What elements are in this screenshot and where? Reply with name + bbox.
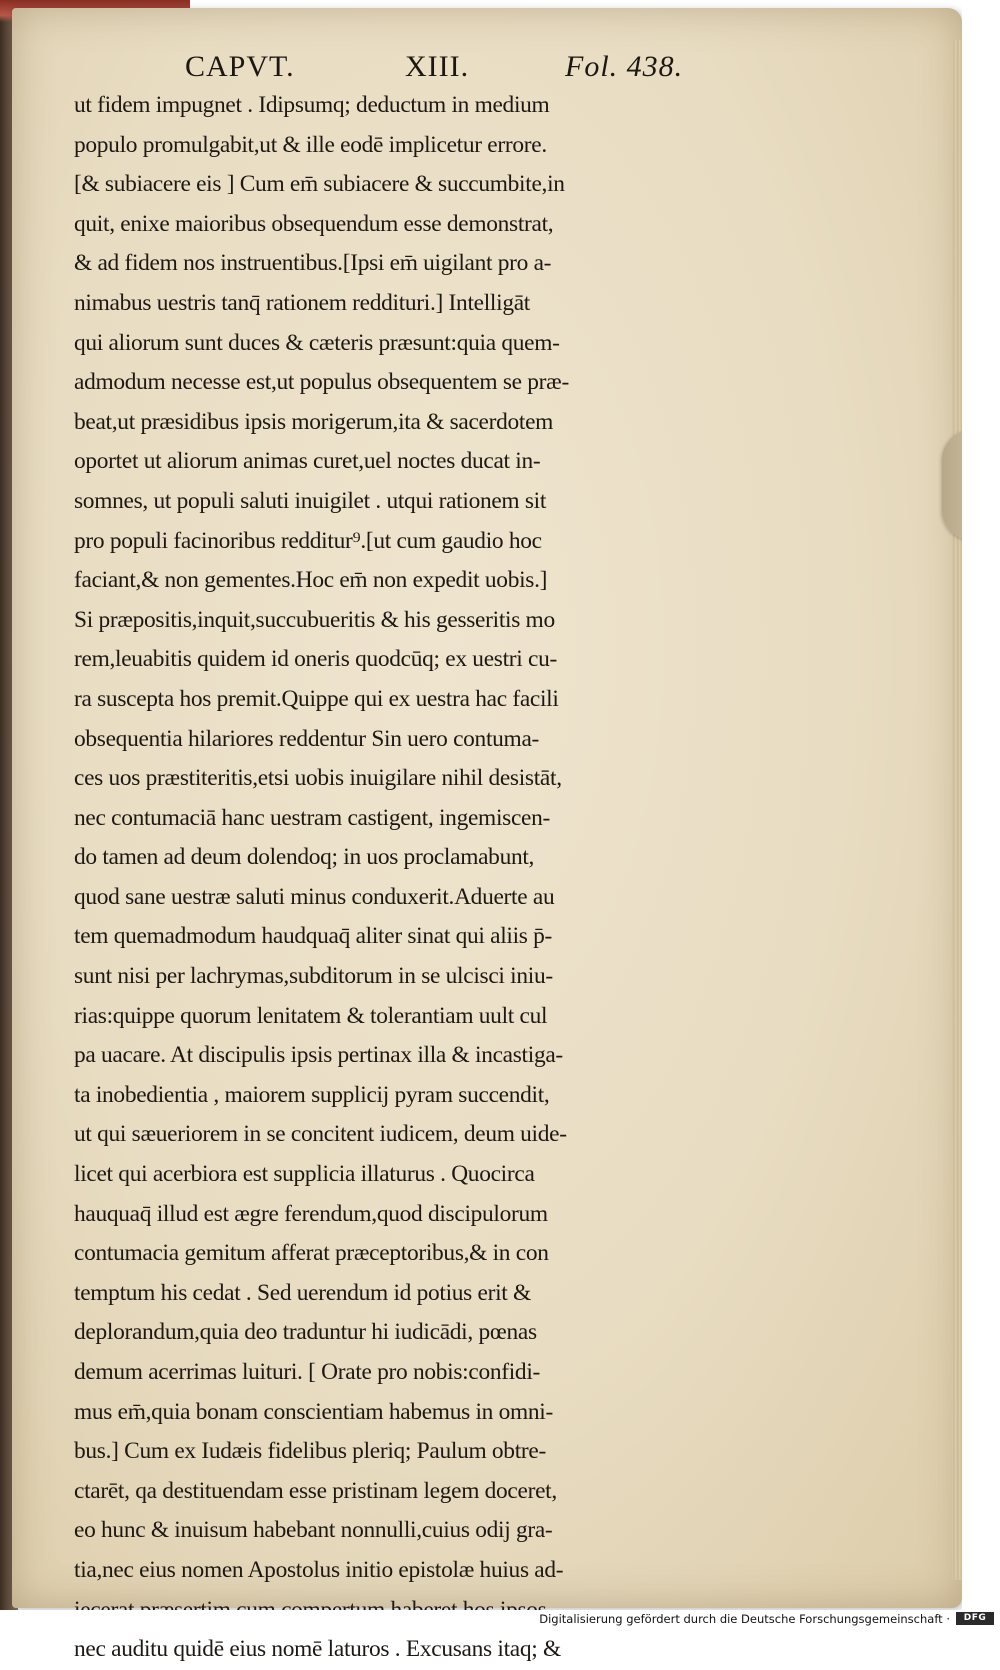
- text-line: quit, enixe maioribus obsequendum esse demonstrat,: [74, 210, 554, 237]
- header-folio: Fol. 438.: [565, 50, 684, 83]
- text-line: ut fidem impugnet . Idipsumq; deductum in medium: [74, 92, 550, 118]
- text-line: rias:quippe quorum lenitatem & tolerantiam uult cul: [74, 1002, 548, 1029]
- header-chapter-number: XIII.: [405, 50, 470, 83]
- text-line: mus em̄,quia bonam conscientiam habemus in omni-: [74, 1398, 553, 1425]
- body-text: [74, 86, 764, 1670]
- digitization-footer: [0, 1610, 1000, 1628]
- text-line: Si præpositis,inquit,succubueritis & his gesseritis mo: [74, 606, 555, 633]
- text-line: sunt nisi per lachrymas,subditorum in se ulcisci iniu-: [74, 963, 553, 990]
- text-line: contumacia gemitum afferat præceptoribus,& in con: [74, 1240, 549, 1267]
- text-line: populo promulgabit,ut & ille eodē implicetur errore.: [74, 131, 547, 158]
- text-line: ces uos præstiteritis,etsi uobis inuigilare nihil desistāt,: [74, 765, 562, 792]
- text-line: faciant,& non gementes.Hoc em̄ non expedit uobis.]: [74, 567, 548, 594]
- text-line: quod sane uestræ saluti minus conduxerit.Aduerte au: [74, 883, 555, 910]
- text-line: ra suscepta hos premit.Quippe qui ex uestra hac facili: [74, 685, 559, 712]
- text-line: licet qui acerbiora est supplicia illaturus . Quocirca: [74, 1161, 535, 1188]
- footer-credit: Digitalisierung gefördert durch die Deutsche Forschungsgemeinschaft ·: [539, 1612, 950, 1626]
- text-line: demum acerrimas luituri. [ Orate pro nobis:confidi-: [74, 1359, 541, 1385]
- text-line: ctarēt, qa destituendam esse pristinam legem doceret,: [74, 1477, 557, 1504]
- header-chapter: CAPVT.: [185, 50, 295, 83]
- text-line: ta inobedientia , maiorem supplicij pyram succendit,: [74, 1081, 550, 1108]
- text-line: somnes, ut populi saluti inuigilet . utqui rationem sit: [74, 487, 547, 514]
- text-line: pro populi facinoribus redditur⁹.[ut cum gaudio hoc: [74, 527, 542, 554]
- text-line: rem,leuabitis quidem id oneris quodcūq; ex uestri cu-: [74, 646, 557, 673]
- text-line: pa uacare. At discipulis ipsis pertinax illa & incastiga-: [74, 1042, 563, 1069]
- text-line: tem quemadmodum haudquaq̄ aliter sinat qui aliis p̄-: [74, 923, 553, 950]
- text-line: nec auditu quidē eius nomē laturos . Excusans itaq; &: [74, 1636, 561, 1663]
- text-line: temptum his cedat . Sed uerendum id potius erit &: [74, 1279, 531, 1306]
- text-line: hauquaq̄ illud est ægre ferendum,quod discipulorum: [74, 1200, 548, 1227]
- text-line: & ad fidem nos instruentibus.[Ipsi em̄ uigilant pro a-: [74, 250, 552, 277]
- right-margin-strip: [962, 0, 1000, 1610]
- text-line: [& subiacere eis ] Cum em̄ subiacere & succumbite,in: [74, 171, 565, 198]
- text-line: ut qui sæueriorem in se concitent iudicem, deum uide-: [74, 1121, 567, 1148]
- running-header: [185, 50, 705, 90]
- text-line: beat,ut præsidibus ipsis morigerum,ita & sacerdotem: [74, 408, 554, 435]
- text-line: qui aliorum sunt duces & cæteris præsunt:quia quem-: [74, 329, 560, 356]
- text-line: nec contumaciā hanc uestram castigent, ingemiscen-: [74, 804, 550, 831]
- text-line: obsequentia hilariores reddentur Sin uero contuma-: [74, 725, 540, 752]
- text-line: eo hunc & inuisum habebant nonnulli,cuius odij gra-: [74, 1517, 553, 1544]
- text-line: deplorandum,quia deo traduntur hi iudicādi, pœnas: [74, 1319, 537, 1346]
- dfg-logo: DFG: [956, 1612, 994, 1625]
- text-line: admodum necesse est,ut populus obsequentem se præ-: [74, 369, 569, 396]
- text-line: tia,nec eius nomen Apostolus initio epistolæ huius ad-: [74, 1556, 564, 1583]
- text-line: do tamen ad deum dolendoq; in uos proclamabunt,: [74, 844, 535, 871]
- text-line: nimabus uestris tanq̄ rationem reddituri.] Intelligāt: [74, 289, 530, 316]
- text-line: bus.] Cum ex Iudæis fidelibus pleriq; Paulum obtre-: [74, 1438, 546, 1465]
- text-line: oportet ut aliorum animas curet,uel noctes ducat in-: [74, 448, 541, 475]
